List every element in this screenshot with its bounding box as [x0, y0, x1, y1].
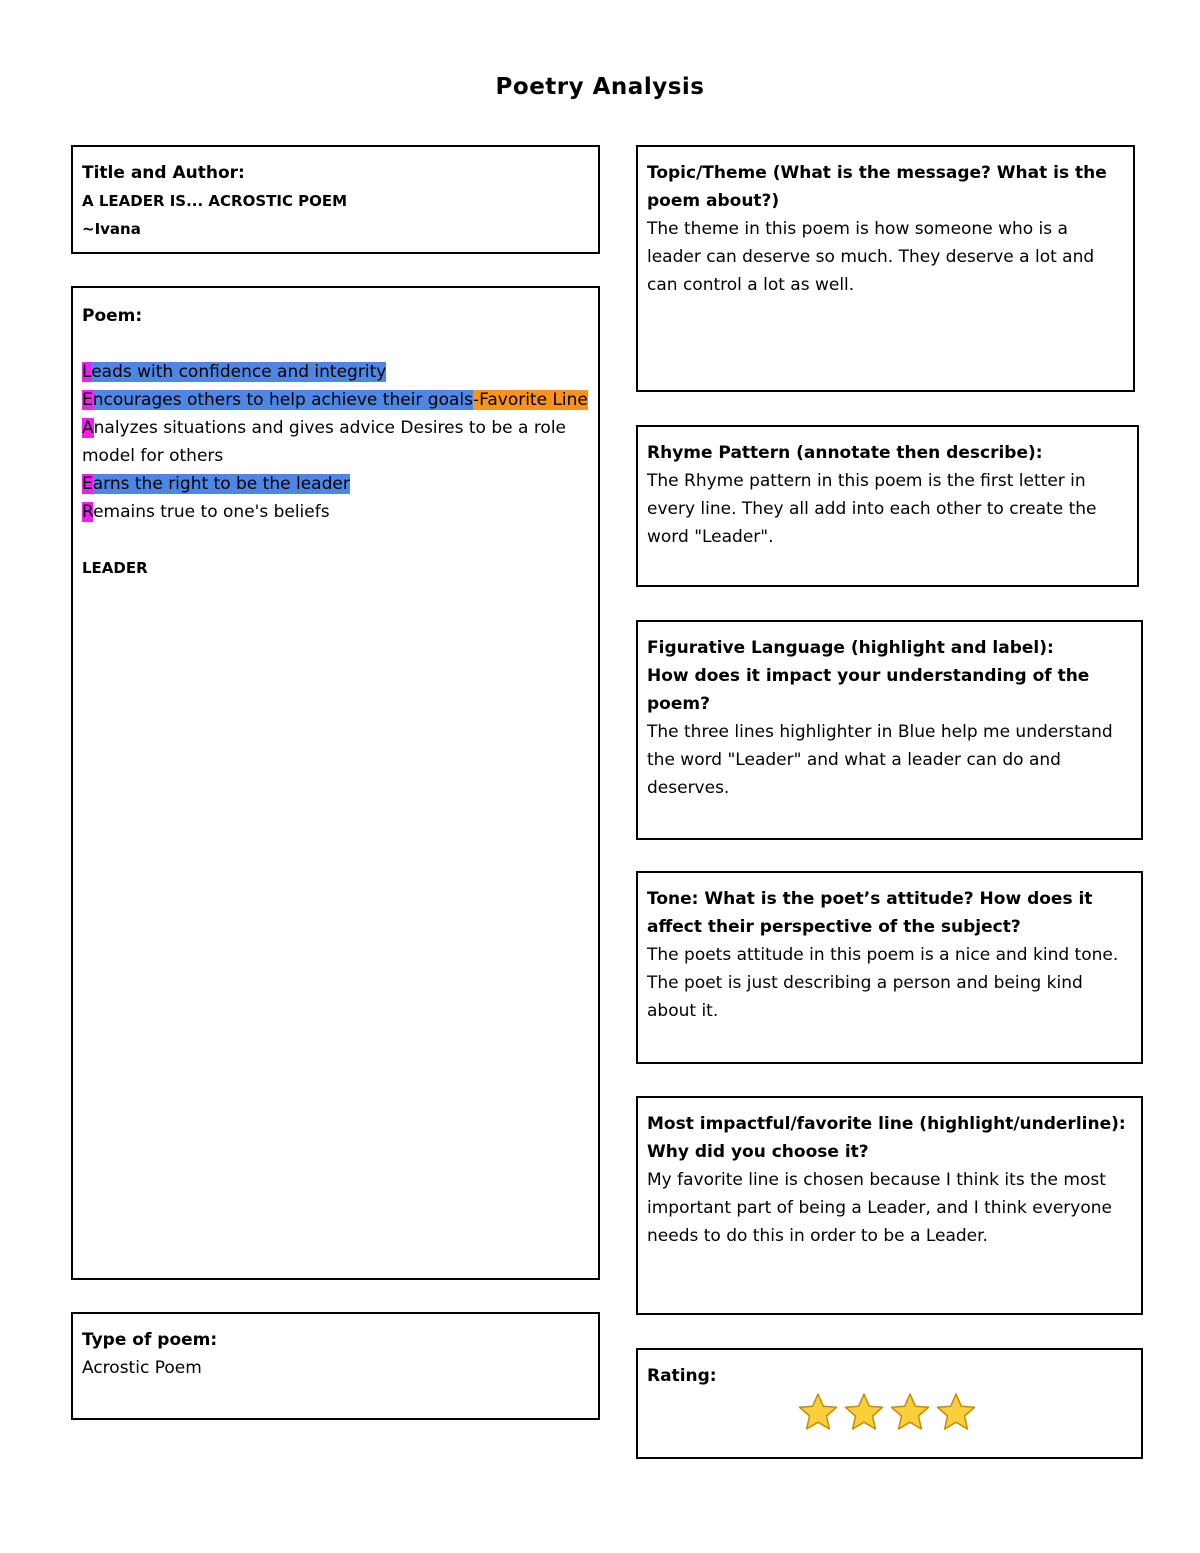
favorite-line-answer: My favorite line is chosen because I think its the most important part of being a Leader, and I think everyone needs to do this in order to be a Leader. — [647, 1170, 1112, 1246]
title-author-label: Title and Author: — [82, 163, 245, 183]
figurative-language-answer: The three lines highlighter in Blue help me understand the word "Leader" and what a leader can do and deserves. — [647, 722, 1113, 798]
poem-line-3: Analyzes situations and gives advice Desires to be a role — [82, 418, 567, 438]
type-of-poem-label: Type of poem: — [82, 1330, 218, 1350]
topic-theme-label: Topic/Theme (What is the message? What is the poem about?) — [647, 163, 1107, 211]
poem-line-2: Encourages others to help achieve their goals-Favorite Line — [82, 390, 588, 410]
tone-answer: The poets attitude in this poem is a nice and kind tone. The poet is just describing a person and being kind about it. — [647, 945, 1119, 1021]
poem-line-4: Earns the right to be the leader — [82, 474, 350, 494]
poem-author: ~Ivana — [82, 220, 141, 238]
poem-label: Poem: — [82, 306, 143, 326]
star-icon — [936, 1392, 976, 1432]
poem-line-3-cont: model for others — [82, 446, 224, 466]
rating-stars — [798, 1392, 976, 1432]
rhyme-pattern-label: Rhyme Pattern (annotate then describe): — [647, 443, 1043, 463]
star-icon — [890, 1392, 930, 1432]
type-of-poem-box — [71, 1312, 600, 1420]
topic-theme-box — [636, 145, 1135, 392]
poem-line-1: Leads with confidence and integrity — [82, 362, 387, 382]
favorite-line-note: -Favorite Line — [472, 390, 588, 410]
poem-title: A LEADER IS... ACROSTIC POEM — [82, 192, 348, 210]
star-icon — [844, 1392, 884, 1432]
page-title: Poetry Analysis — [495, 74, 705, 100]
rating-box — [636, 1348, 1143, 1459]
poem-line-5: Remains true to one's beliefs — [82, 502, 330, 522]
tone-box — [636, 871, 1143, 1064]
favorite-line-box — [636, 1096, 1143, 1315]
tone-label: Tone: What is the poet’s attitude? How does it affect their perspective of the subject? — [647, 889, 1093, 937]
poem-box — [71, 286, 600, 1280]
star-icon — [798, 1392, 838, 1432]
figurative-language-question: How does it impact your understanding of the poem? — [647, 666, 1090, 714]
title-author-box — [71, 145, 600, 254]
topic-theme-answer: The theme in this poem is how someone who is a leader can deserve so much. They deserve a lot and can control a lot as well. — [647, 219, 1095, 295]
poem-word: LEADER — [82, 559, 148, 577]
type-of-poem-value: Acrostic Poem — [82, 1358, 202, 1378]
figurative-language-label: Figurative Language (highlight and label): — [647, 638, 1054, 658]
favorite-line-question: Why did you choose it? — [647, 1142, 869, 1162]
rhyme-pattern-box — [636, 425, 1139, 587]
rhyme-pattern-answer: The Rhyme pattern in this poem is the first letter in every line. They all add into each other to create the word "Leader". — [647, 471, 1097, 547]
figurative-language-box — [636, 620, 1143, 840]
favorite-line-label: Most impactful/favorite line (highlight/underline): — [647, 1114, 1126, 1134]
rating-label: Rating: — [647, 1366, 717, 1386]
